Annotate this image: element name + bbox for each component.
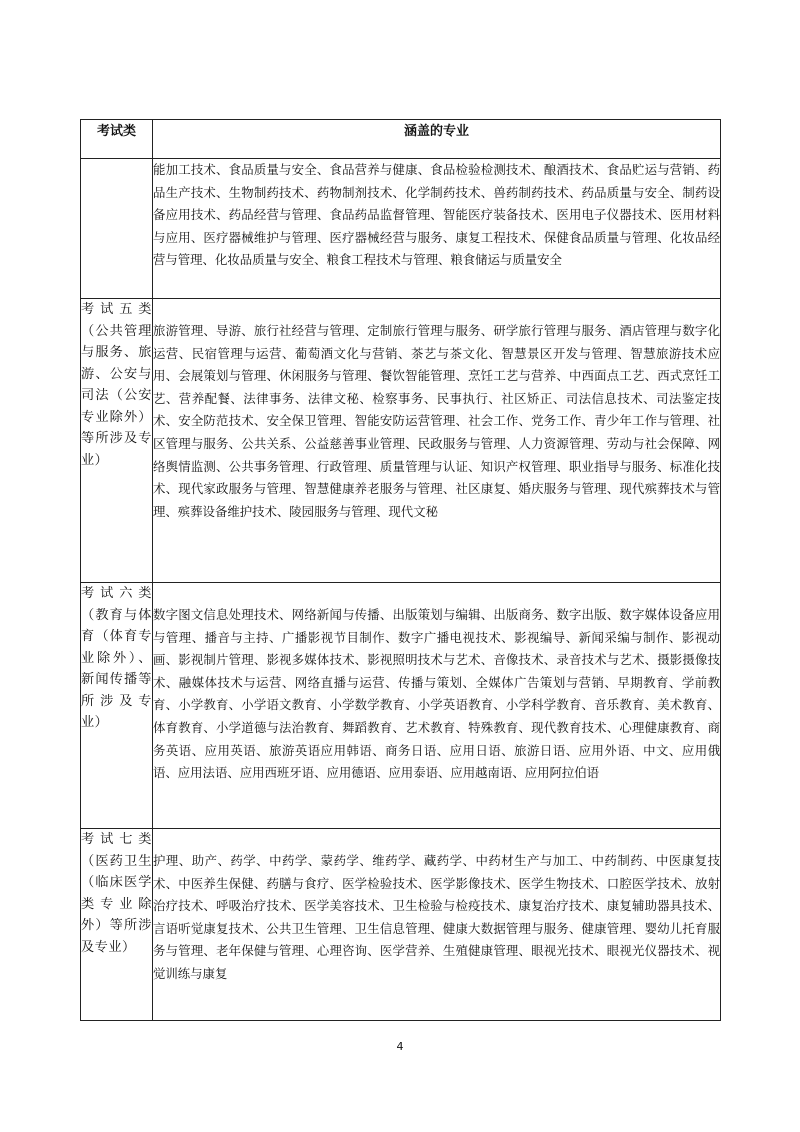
table-header-row <box>81 120 721 159</box>
majors-cell: 数字图文信息处理技术、网络新闻与传播、出版策划与编辑、出版商务、数字出版、数字媒体设备应用与管理、播音与主持、广播影视节目制作、数字广播电视技术、影视编导、新闻采编与制作、影视动画、影视制片管理、影视多媒体技术、影视照明技术与艺术、音像技术、录音技术与艺术、摄影摄像技术、融媒体技术与运营、网络直播与运营、传播与策划、全媒体广告策划与营销、早期教育、学前教育、小学教育、小学语文教育、小学数学教育、小学英语教育、小学科学教育、音乐教育、美术教育、体育教育、小学道德与法治教育、舞蹈教育、艺术教育、特殊教育、现代教育技术、心理健康教育、商务英语、应用英语、旅游英语应用韩语、商务日语、应用日语、旅游日语、应用外语、中文、应用俄语、应用法语、应用西班牙语、应用德语、应用泰语、应用越南语、应用阿拉伯语 <box>153 583 721 829</box>
header-majors: 涵盖的专业 <box>153 120 721 159</box>
table-row <box>81 159 721 299</box>
table-row <box>81 583 721 829</box>
category-cell: 考试五类（公共管理与服务、旅游、公安与司法（公安专业除外）等所涉及专业） <box>81 299 153 583</box>
table-row <box>81 299 721 583</box>
majors-cell: 护理、助产、药学、中药学、蒙药学、维药学、藏药学、中药材生产与加工、中药制药、中医康复技术、中医养生保健、药膳与食疗、医学检验技术、医学影像技术、医学生物技术、口腔医学技术、放射治疗技术、呼吸治疗技术、医学美容技术、卫生检验与检疫技术、康复治疗技术、康复辅助器具技术、言语听觉康复技术、公共卫生管理、卫生信息管理、健康大数据管理与服务、健康管理、婴幼儿托育服务与管理、老年保健与管理、心理咨询、医学营养、生殖健康管理、眼视光技术、眼视光仪器技术、视觉训练与康复 <box>153 829 721 1021</box>
majors-table <box>80 119 721 1021</box>
majors-cell: 旅游管理、导游、旅行社经营与管理、定制旅行管理与服务、研学旅行管理与服务、酒店管理与数字化运营、民宿管理与运营、葡萄酒文化与营销、茶艺与茶文化、智慧景区开发与管理、智慧旅游技术应用、会展策划与管理、休闲服务与管理、餐饮智能管理、烹饪工艺与营养、中西面点工艺、西式烹饪工艺、营养配餐、法律事务、法律文秘、检察事务、民事执行、社区矫正、司法信息技术、司法鉴定技术、安全防范技术、安全保卫管理、智能安防运营管理、社会工作、党务工作、青少年工作与管理、社区管理与服务、公共关系、公益慈善事业管理、民政服务与管理、人力资源管理、劳动与社会保障、网络舆情监测、公共事务管理、行政管理、质量管理与认证、知识产权管理、职业指导与服务、标准化技术、现代家政服务与管理、智慧健康养老服务与管理、社区康复、婚庆服务与管理、现代殡葬技术与管理、殡葬设备维护技术、陵园服务与管理、现代文秘 <box>153 299 721 583</box>
table-row <box>81 829 721 1021</box>
page-number: 4 <box>396 1040 404 1053</box>
category-cell <box>81 159 153 299</box>
category-cell: 考试七类（医药卫生（临床医学类专业除外）等所涉及专业） <box>81 829 153 1021</box>
category-cell: 考试六类（教育与体育（体育专业除外）、新闻传播等所涉及专业） <box>81 583 153 829</box>
majors-cell: 能加工技术、食品质量与安全、食品营养与健康、食品检验检测技术、酿酒技术、食品贮运与营销、药品生产技术、生物制药技术、药物制剂技术、化学制药技术、兽药制药技术、药品质量与安全、制药设备应用技术、药品经营与管理、食品药品监督管理、智能医疗装备技术、医用电子仪器技术、医用材料与应用、医疗器械维护与管理、医疗器械经营与服务、康复工程技术、保健食品质量与管理、化妆品经营与管理、化妆品质量与安全、粮食工程技术与管理、粮食储运与质量安全 <box>153 159 721 299</box>
header-category: 考试类 <box>81 120 153 159</box>
